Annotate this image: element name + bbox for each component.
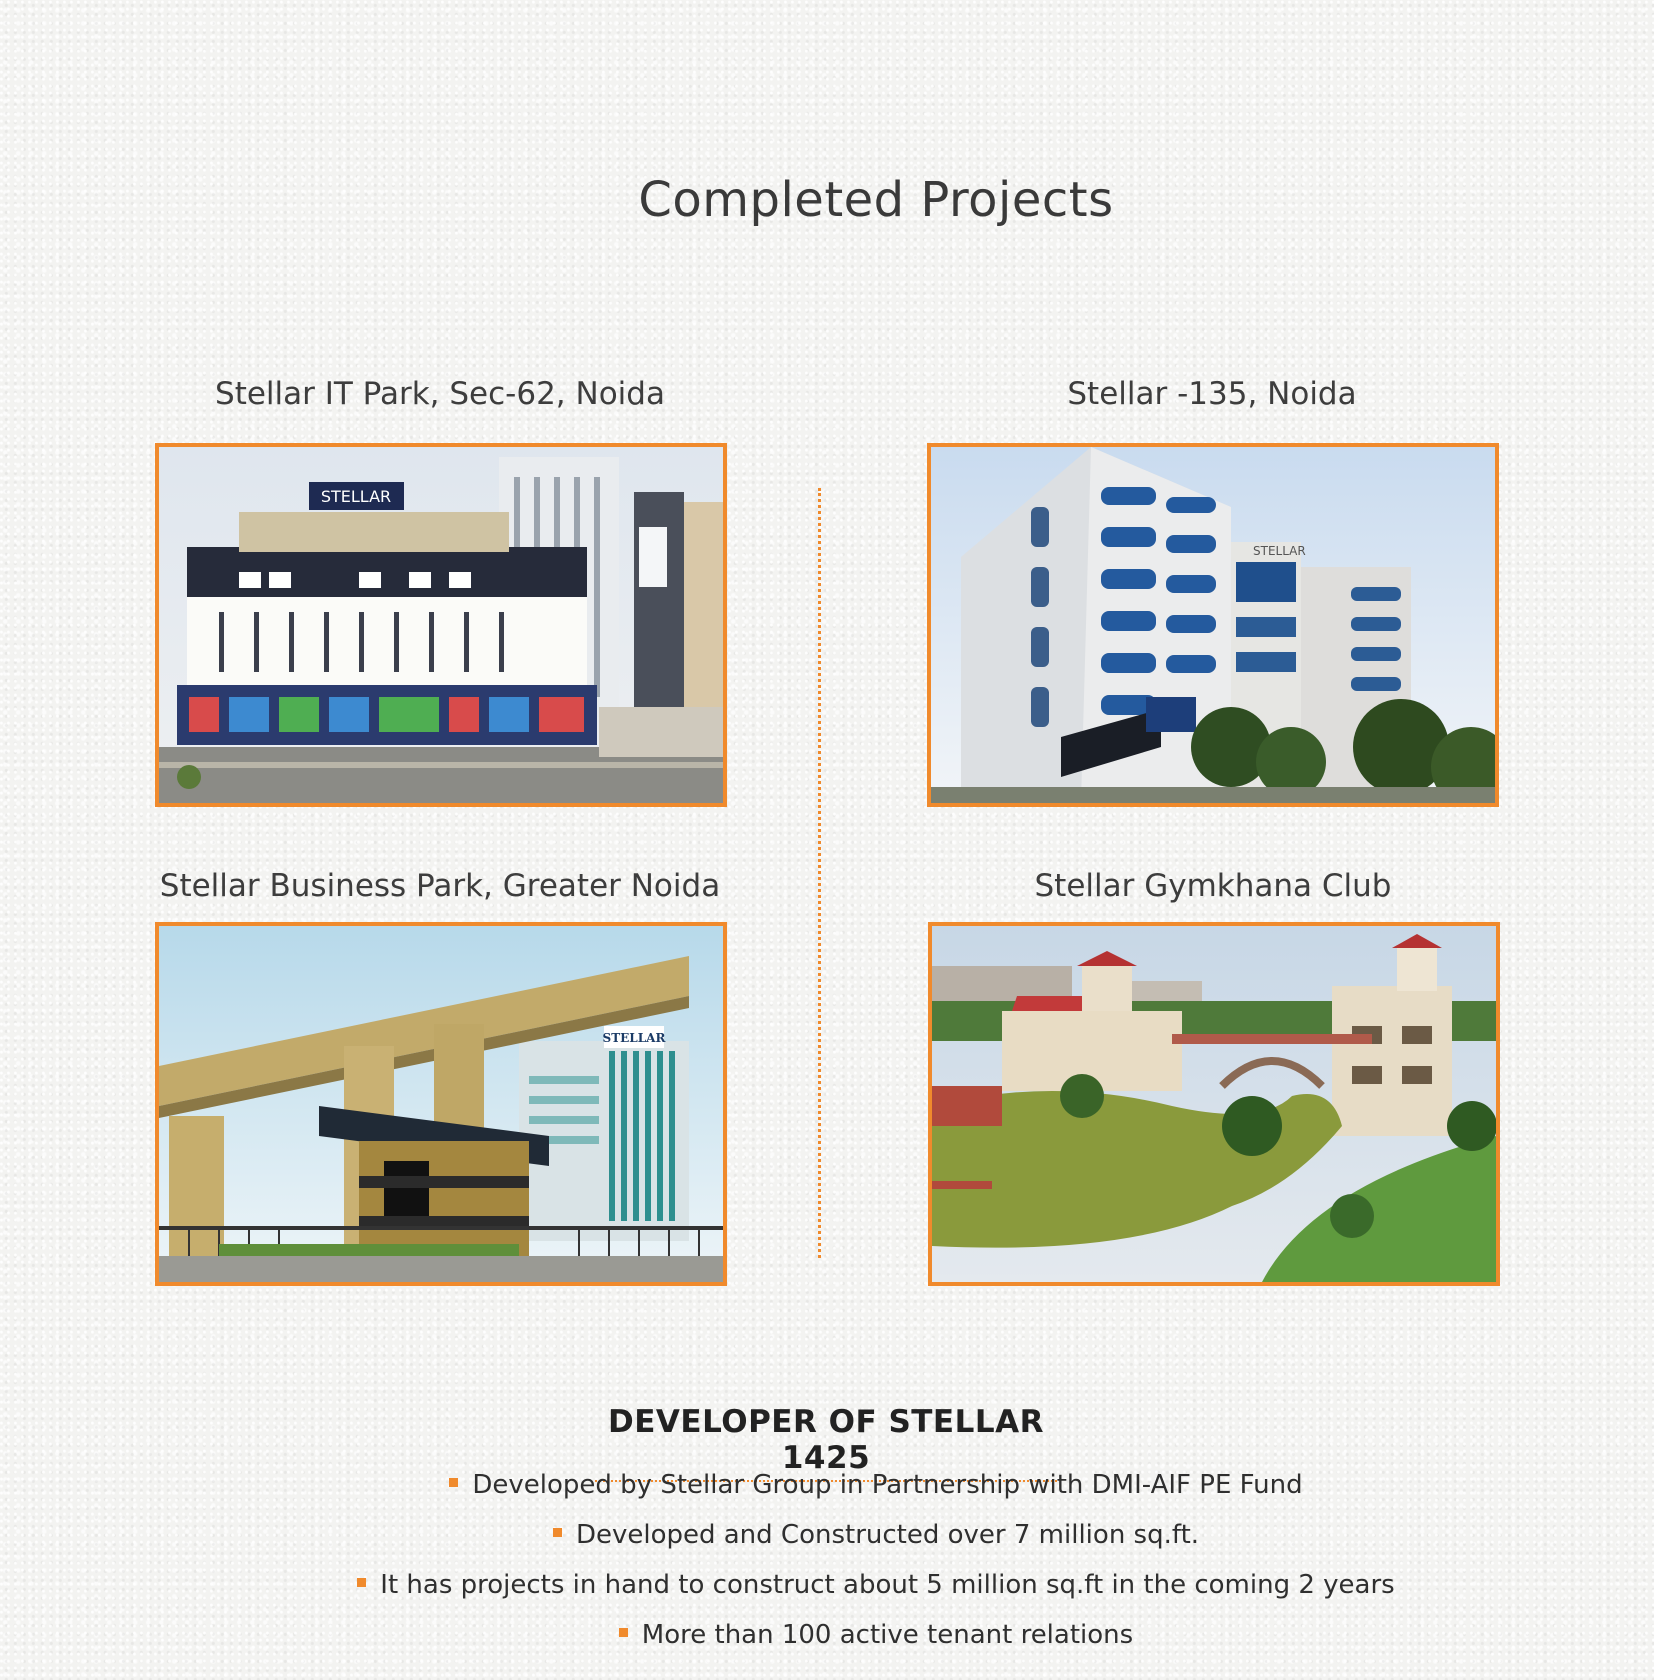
bullet-square-icon — [619, 1628, 628, 1637]
project-photo-business-park — [155, 922, 727, 1286]
project-card-sector-135 — [927, 370, 1497, 558]
project-card-it-park — [155, 370, 725, 506]
project-title: Stellar Business Park, Greater Noida — [159, 868, 721, 904]
point-text: Developed and Constructed over 7 million sq.ft. — [575, 1520, 1200, 1550]
project-card-business-park — [155, 862, 725, 1045]
developer-points-list — [0, 1460, 1654, 1660]
building-sign-text: STELLAR — [1253, 544, 1306, 558]
list-item — [0, 1510, 1654, 1560]
list-item — [0, 1560, 1654, 1610]
bullet-square-icon — [357, 1578, 366, 1587]
project-photo-it-park — [155, 443, 727, 807]
project-photo-sector-135 — [927, 443, 1499, 807]
developer-heading: DEVELOPER OF STELLAR 1425 — [595, 1404, 1057, 1482]
project-title: Stellar Gymkhana Club — [1034, 868, 1392, 904]
bullet-square-icon — [553, 1528, 562, 1537]
vertical-divider — [818, 488, 821, 1258]
project-photo-gymkhana-club — [928, 922, 1500, 1286]
building-sign-text: STELLAR — [320, 487, 392, 506]
building-sign-text: STELLAR — [602, 1031, 666, 1045]
list-item — [0, 1460, 1654, 1510]
building-photo — [159, 447, 723, 803]
project-title: Stellar -135, Noida — [1067, 376, 1357, 412]
project-card-gymkhana-club — [928, 862, 1498, 910]
gate-photo — [159, 926, 723, 1282]
project-title: Stellar IT Park, Sec-62, Noida — [215, 376, 665, 412]
page-title: Completed Projects — [638, 172, 1114, 228]
bullet-square-icon — [449, 1478, 458, 1487]
club-photo — [932, 926, 1496, 1282]
point-text: Developed by Stellar Group in Partnership with DMI-AIF PE Fund — [472, 1470, 1303, 1500]
point-text: It has projects in hand to construct about 5 million sq.ft in the coming 2 years — [380, 1570, 1395, 1600]
point-text: More than 100 active tenant relations — [641, 1620, 1134, 1650]
building-photo — [931, 447, 1495, 803]
list-item — [0, 1610, 1654, 1660]
